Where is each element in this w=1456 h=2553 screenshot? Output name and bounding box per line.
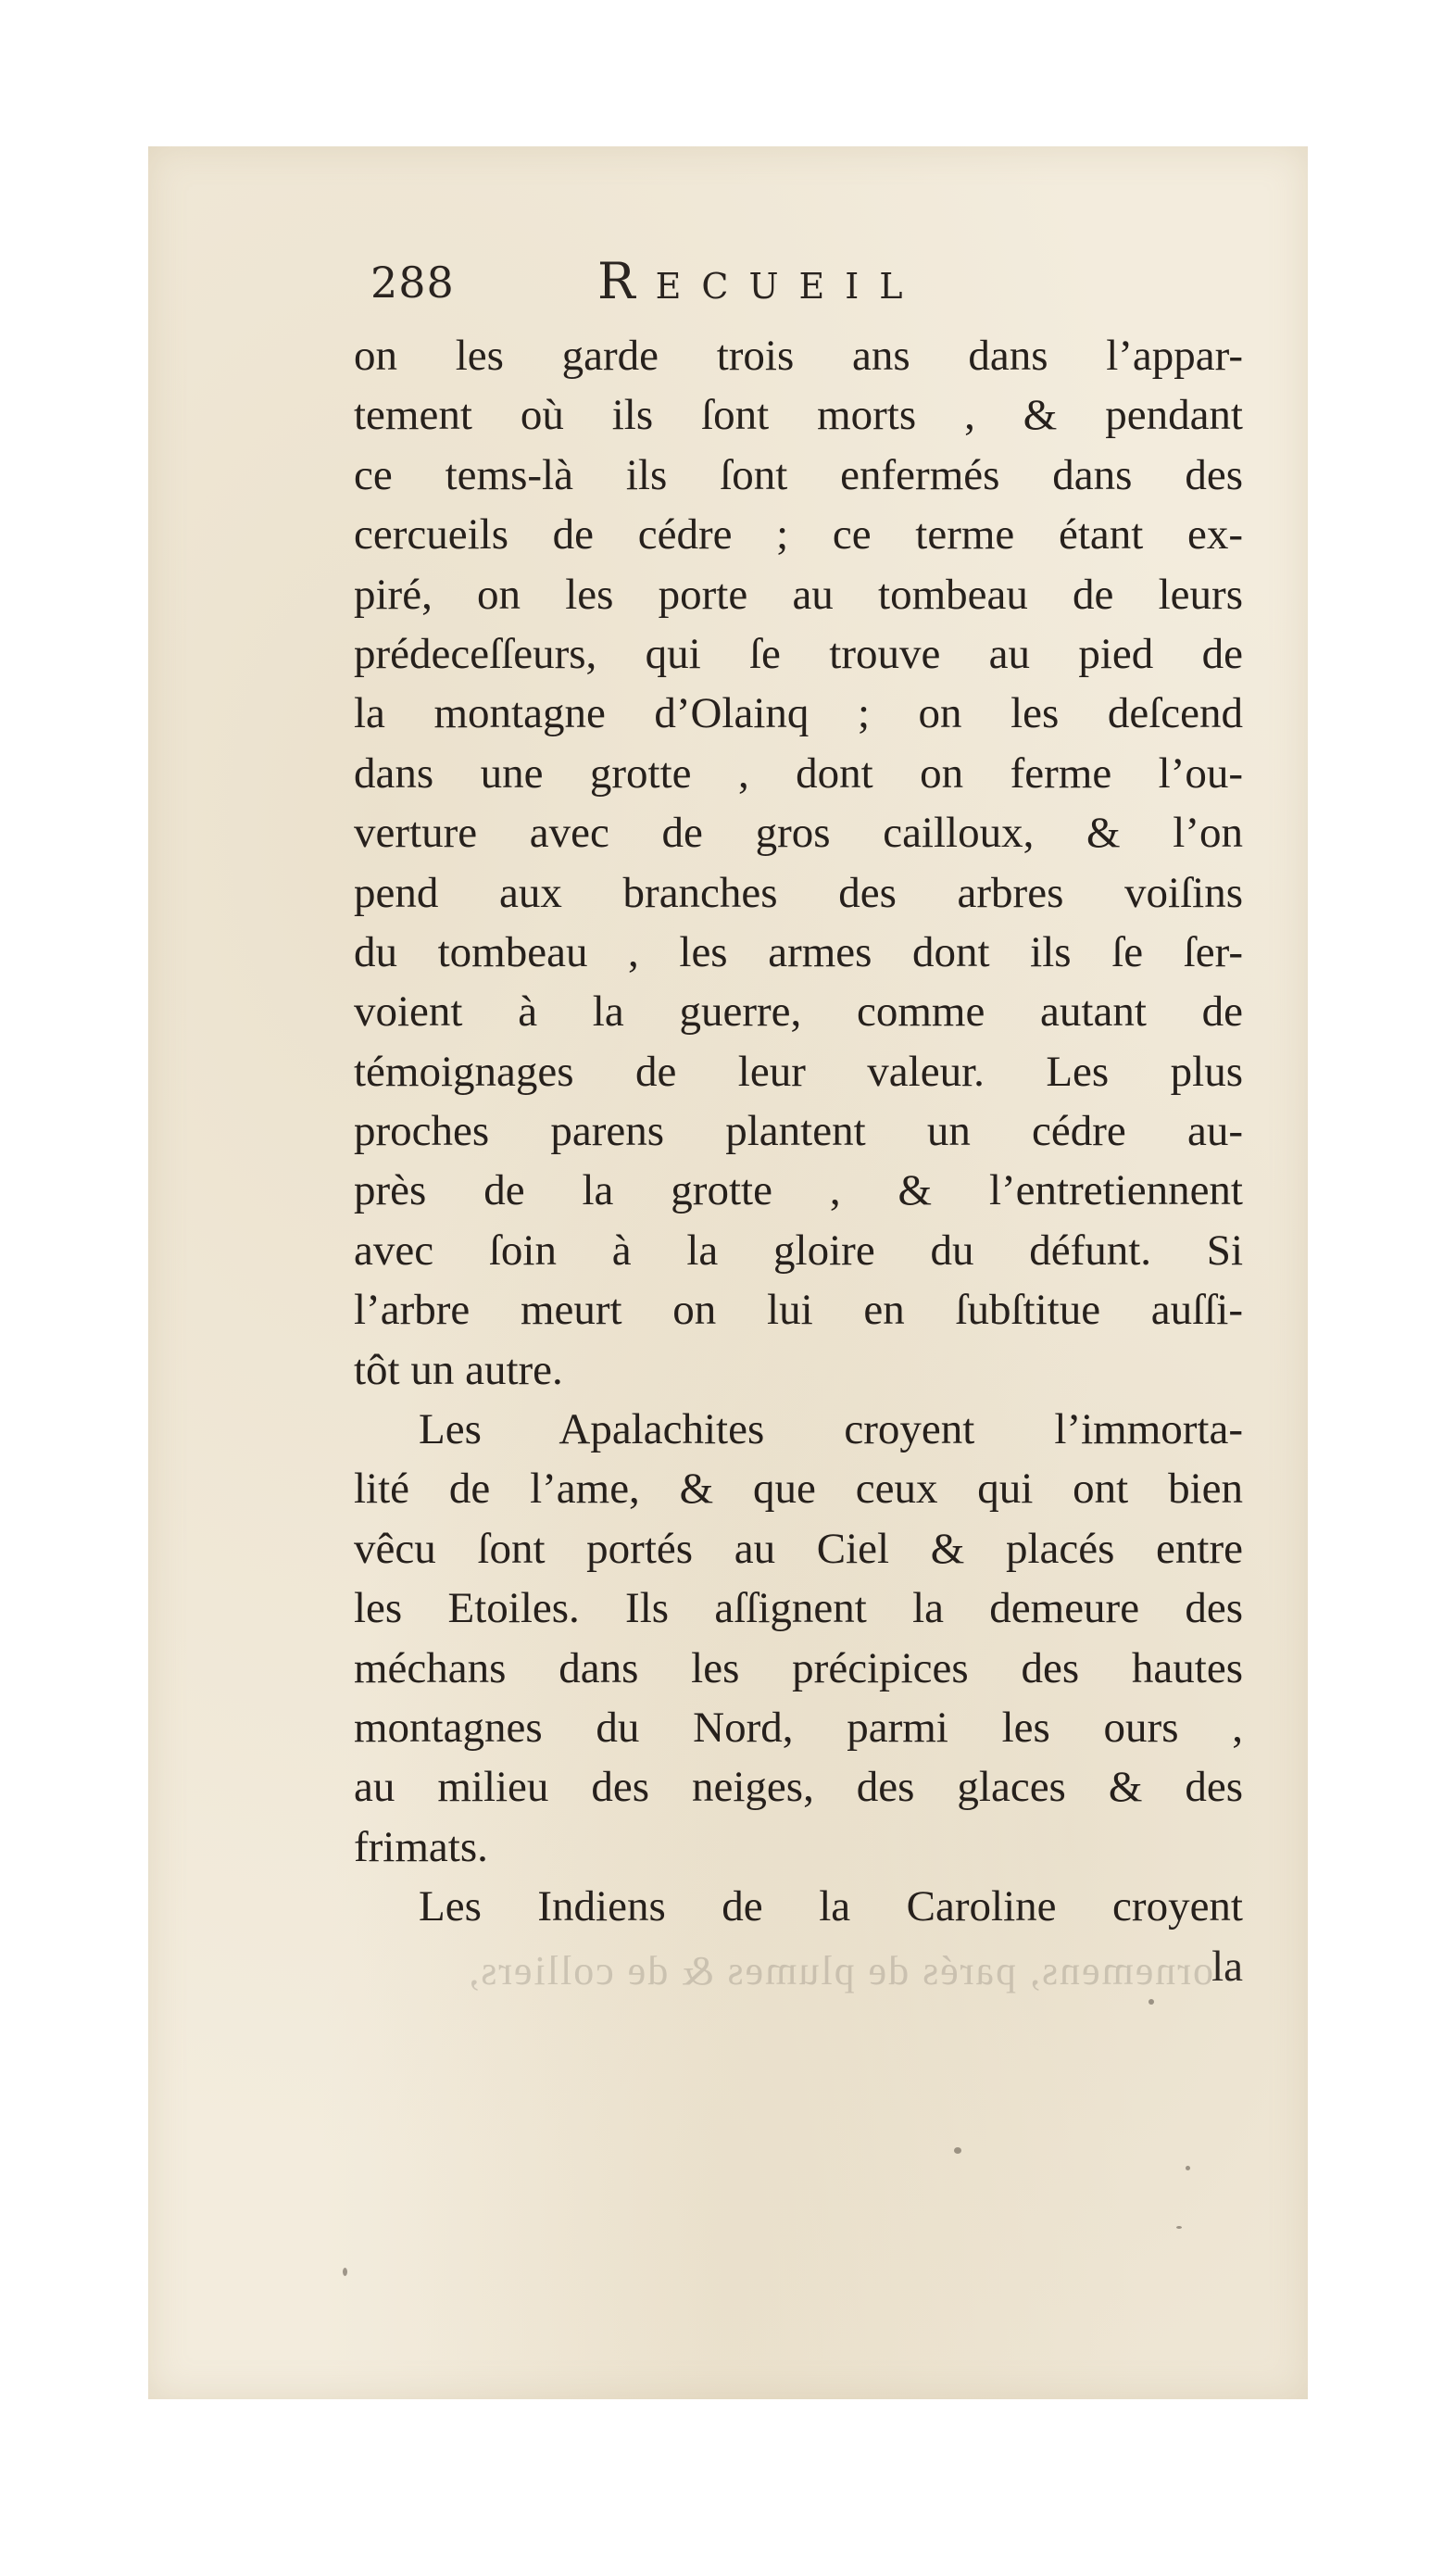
text-line: proches parens plantent un cédre au-: [354, 1107, 1243, 1156]
text-line: on les garde trois ans dans l’appar-: [354, 332, 1243, 380]
text-line: prédeceſſeurs, qui ſe trouve au pied de: [354, 629, 1243, 678]
text-line: ce tems-là ils ſont enfermés dans des: [354, 450, 1243, 499]
text-line: près de la grotte , & l’entretiennent: [354, 1166, 1243, 1215]
text-line: la montagne d’Olainq ; on les deſcend: [354, 689, 1243, 738]
text-line: tement où ils ſont morts , & pendant: [354, 391, 1243, 440]
running-title: Recueil: [597, 252, 923, 310]
text-line: lité de l’ame, & que ceux qui ont bien: [354, 1465, 1243, 1514]
text-line: témoignages de leur valeur. Les plus: [354, 1047, 1243, 1096]
body-text: [354, 326, 1243, 1996]
paper-speck: [1176, 2226, 1182, 2229]
text-line: dans une grotte , dont on ferme l’ou-: [354, 748, 1243, 798]
text-line: piré, on les porte au tombeau de leurs: [354, 570, 1243, 619]
text-line: verture avec de gros cailloux, & l’on: [354, 809, 1243, 858]
text-line: vêcu ſont portés au Ciel & placés entre: [354, 1524, 1243, 1573]
catchword: la: [1211, 1942, 1243, 1991]
paper-speck: [1148, 1999, 1154, 2005]
text-line: frimats.: [354, 1822, 488, 1871]
page-header: [370, 252, 1232, 322]
show-through-text: ornemens, parés de plumes & de colliers,: [467, 1948, 1213, 1993]
text-line: cercueils de cédre ; ce terme étant ex-: [354, 510, 1243, 560]
text-line: tôt un autre.: [354, 1345, 563, 1394]
text-line: les Etoiles. Ils aſſignent la demeure des: [354, 1584, 1243, 1633]
paper-speck: [1186, 2166, 1190, 2170]
paper-speck: [343, 2268, 347, 2276]
text-line: Les Indiens de la Caroline croyent: [419, 1882, 1243, 1931]
text-line: du tombeau , les armes dont ils ſe ſer-: [354, 927, 1243, 976]
text-line: méchans dans les précipices des hautes: [354, 1643, 1243, 1692]
text-line: voient à la guerre, comme autant de: [354, 987, 1243, 1037]
text-line: Les Apalachites croyent l’immorta-: [419, 1405, 1243, 1454]
text-line: avec ſoin à la gloire du défunt. Si: [354, 1226, 1243, 1275]
text-line: pend aux branches des arbres voiſins: [354, 868, 1243, 917]
text-line: montagnes du Nord, parmi les ours ,: [354, 1703, 1243, 1752]
page-number: 288: [370, 258, 455, 308]
text-line: l’arbre meurt on lui en ſubſtitue auſſi-: [354, 1286, 1243, 1335]
paper-speck: [954, 2147, 961, 2154]
text-line: au milieu des neiges, des glaces & des: [354, 1763, 1243, 1812]
